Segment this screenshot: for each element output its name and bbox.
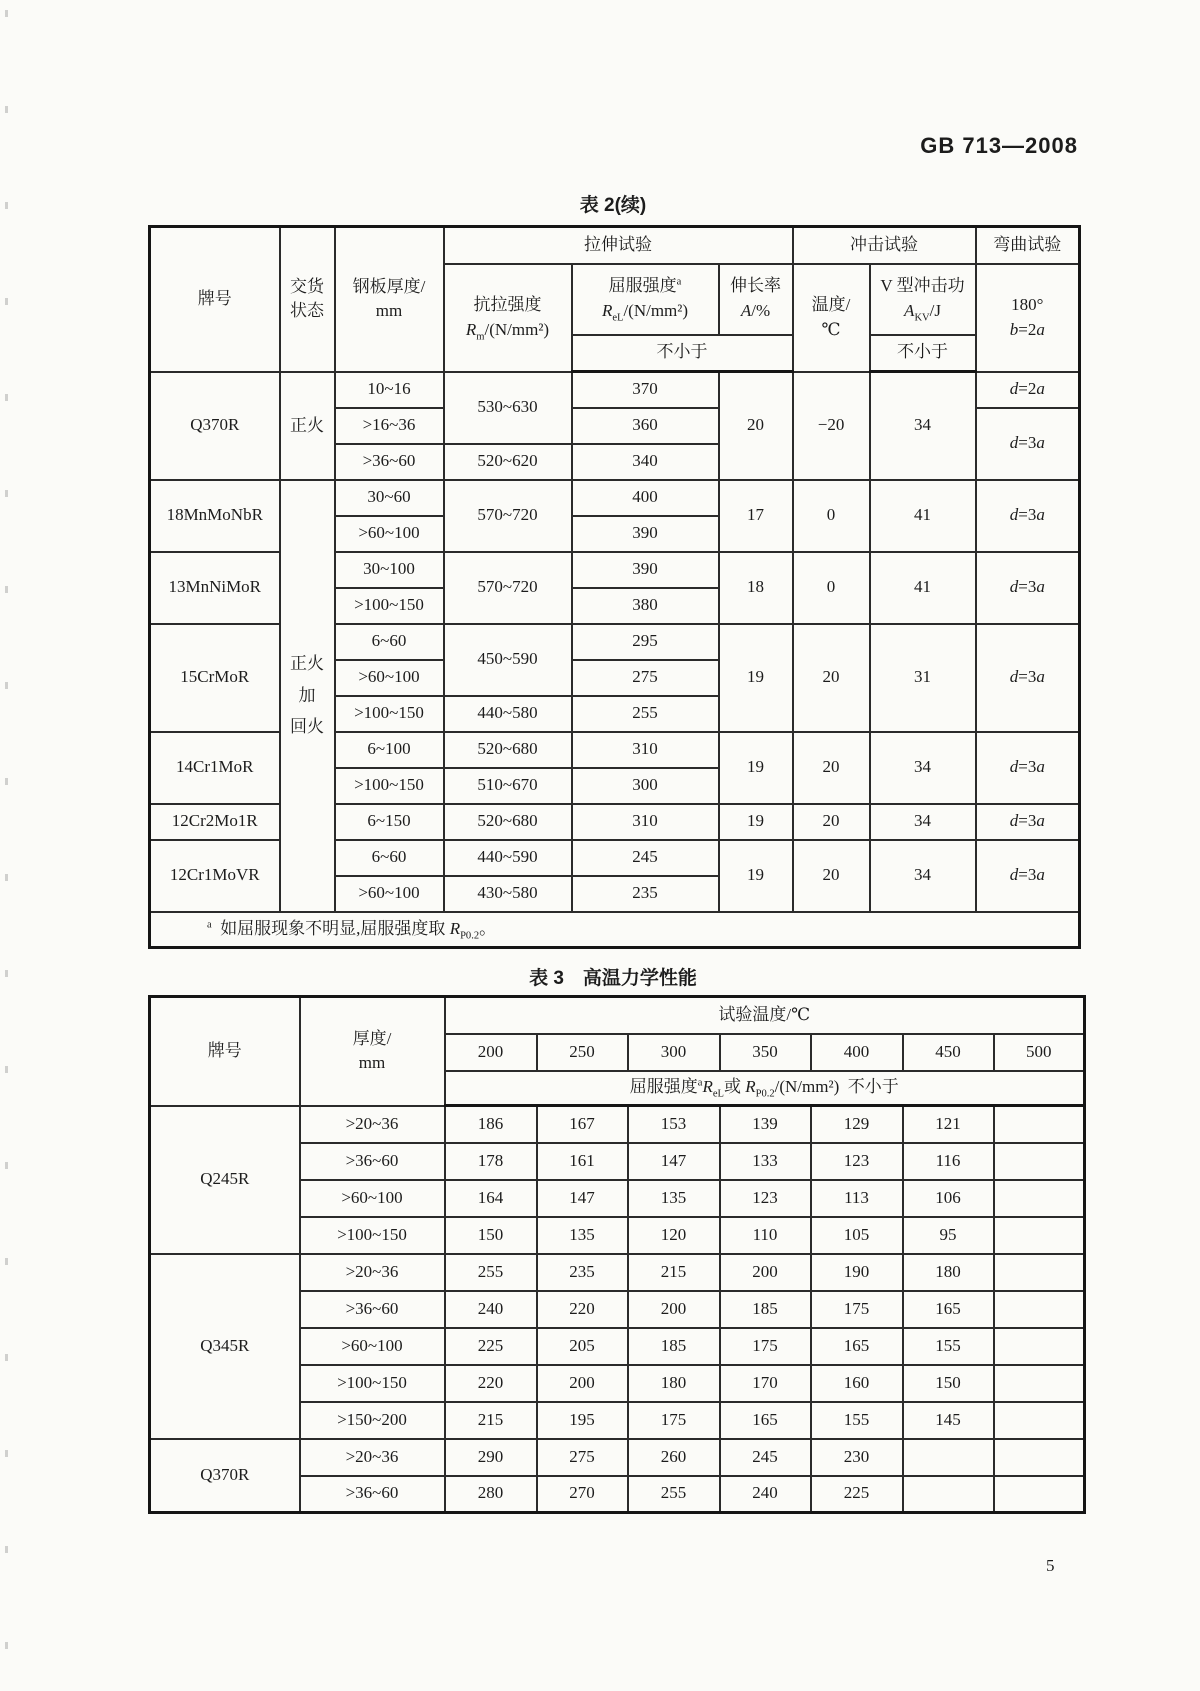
grade-cell: Q370R — [150, 372, 280, 480]
table-row — [150, 1254, 1085, 1291]
col-impact-energy: V 型冲击功 $A_{KV}/J$ — [870, 264, 976, 335]
table3-high-temp-properties — [148, 995, 1086, 1514]
cell: 185 — [628, 1328, 720, 1365]
cell: 310 — [572, 804, 719, 840]
cell: d=3a — [976, 732, 1080, 804]
cell: >100~150 — [300, 1217, 445, 1254]
table-row — [150, 227, 1080, 264]
cell: 510~670 — [444, 768, 572, 804]
cell: 165 — [903, 1291, 994, 1328]
cell: 164 — [445, 1180, 537, 1217]
cell: 255 — [572, 696, 719, 732]
cell: 155 — [811, 1402, 903, 1439]
col-grade: 牌号 — [150, 997, 300, 1106]
cell — [994, 1143, 1085, 1180]
cell: 225 — [811, 1476, 903, 1513]
cell: >60~100 — [300, 1180, 445, 1217]
col-bend-180: 180° b=2a — [976, 264, 1080, 372]
cell: d=3a — [976, 804, 1080, 840]
col-delivery-state: 交货 状态 — [280, 227, 335, 372]
cell: 41 — [870, 480, 976, 552]
cell: 6~60 — [335, 624, 444, 660]
cell: 175 — [628, 1402, 720, 1439]
cell: 147 — [537, 1180, 628, 1217]
cell: 155 — [903, 1328, 994, 1365]
cell: 195 — [537, 1402, 628, 1439]
cell: 20 — [793, 804, 870, 840]
cell: 520~680 — [444, 804, 572, 840]
cell: 250 — [537, 1034, 628, 1071]
cell: 235 — [572, 876, 719, 912]
cell: 139 — [720, 1106, 811, 1143]
cell: >100~150 — [335, 768, 444, 804]
cell — [903, 1439, 994, 1476]
cell: d=2a — [976, 372, 1080, 408]
standard-number-header: GB 713—2008 — [920, 133, 1078, 158]
cell: −20 — [793, 372, 870, 480]
cell: 19 — [719, 624, 793, 732]
col-yield-strength: 屈服强度$^a$ $R_{eL}/(N/mm^2)$ — [572, 264, 719, 335]
cell: 95 — [903, 1217, 994, 1254]
cell: 153 — [628, 1106, 720, 1143]
cell: 340 — [572, 444, 719, 480]
table-row — [150, 997, 1085, 1034]
cell: 170 — [720, 1365, 811, 1402]
cell: 230 — [811, 1439, 903, 1476]
cell: 116 — [903, 1143, 994, 1180]
cell: 106 — [903, 1180, 994, 1217]
cell — [994, 1217, 1085, 1254]
yield-strength-note: 屈服强度$^aR_{eL}$或 $R_{P0.2}/(N/mm^2)$ 不小于 — [445, 1071, 1085, 1106]
cell: 0 — [793, 480, 870, 552]
cell: 570~720 — [444, 480, 572, 552]
col-temperature: 温度/ ℃ — [793, 264, 870, 372]
cell: 295 — [572, 624, 719, 660]
cell: 129 — [811, 1106, 903, 1143]
cell: 34 — [870, 804, 976, 840]
cell — [903, 1476, 994, 1513]
cell: 18 — [719, 552, 793, 624]
cell: 41 — [870, 552, 976, 624]
cell: 205 — [537, 1328, 628, 1365]
cell — [994, 1439, 1085, 1476]
table3-body — [150, 1106, 1085, 1513]
cell: 121 — [903, 1106, 994, 1143]
cell: 440~580 — [444, 696, 572, 732]
cell: 380 — [572, 588, 719, 624]
grade-cell: Q245R — [150, 1106, 300, 1254]
cell: d=3a — [976, 552, 1080, 624]
state-cell: 正火 加 回火 — [280, 480, 335, 912]
cell: 530~630 — [444, 372, 572, 444]
cell: 20 — [793, 624, 870, 732]
cell — [994, 1180, 1085, 1217]
cell: 0 — [793, 552, 870, 624]
cell: 215 — [445, 1402, 537, 1439]
cell: 34 — [870, 732, 976, 804]
cell: >60~100 — [335, 876, 444, 912]
cell: 300 — [572, 768, 719, 804]
cell: 6~150 — [335, 804, 444, 840]
cell: 400 — [811, 1034, 903, 1071]
table-row — [150, 1439, 1085, 1476]
cell: 280 — [445, 1476, 537, 1513]
cell: >150~200 — [300, 1402, 445, 1439]
cell: 200 — [720, 1254, 811, 1291]
cell — [994, 1476, 1085, 1513]
cell: 20 — [719, 372, 793, 480]
table3-caption: 表 3 高温力学性能 — [529, 968, 697, 989]
cell — [994, 1402, 1085, 1439]
table2-header — [150, 227, 1080, 372]
cell: 175 — [811, 1291, 903, 1328]
cell: >60~100 — [335, 660, 444, 696]
cell: d=3a — [976, 408, 1080, 480]
cell: 113 — [811, 1180, 903, 1217]
cell: 240 — [445, 1291, 537, 1328]
cell: 165 — [720, 1402, 811, 1439]
cell: 390 — [572, 552, 719, 588]
cell: 450 — [903, 1034, 994, 1071]
cell: >16~36 — [335, 408, 444, 444]
cell: 20 — [793, 732, 870, 804]
cell: 520~620 — [444, 444, 572, 480]
cell: 110 — [720, 1217, 811, 1254]
footnote: $^a$ 如屈服现象不明显,屈服强度取 $R_{P0.2}$。 — [150, 912, 1080, 948]
cell: >36~60 — [335, 444, 444, 480]
cell: 30~60 — [335, 480, 444, 516]
cell: 235 — [537, 1254, 628, 1291]
grade-cell: 12Cr2Mo1R — [150, 804, 280, 840]
cell: 34 — [870, 840, 976, 912]
cell: 19 — [719, 840, 793, 912]
table-row — [150, 372, 1080, 408]
cell: 31 — [870, 624, 976, 732]
cell: 275 — [537, 1439, 628, 1476]
cell: 220 — [537, 1291, 628, 1328]
cell: 255 — [628, 1476, 720, 1513]
cell: 245 — [720, 1439, 811, 1476]
cell: 570~720 — [444, 552, 572, 624]
cell: 180 — [903, 1254, 994, 1291]
not-less-than: 不小于 — [870, 335, 976, 372]
cell: 19 — [719, 804, 793, 840]
cell: 500 — [994, 1034, 1085, 1071]
cell: 30~100 — [335, 552, 444, 588]
cell: 255 — [445, 1254, 537, 1291]
cell: 200 — [537, 1365, 628, 1402]
group-test-temperature: 试验温度/℃ — [445, 997, 1085, 1034]
grade-cell: Q370R — [150, 1439, 300, 1513]
cell — [994, 1328, 1085, 1365]
cell: >36~60 — [300, 1291, 445, 1328]
cell: >20~36 — [300, 1254, 445, 1291]
cell: 135 — [537, 1217, 628, 1254]
cell: 150 — [445, 1217, 537, 1254]
cell: 167 — [537, 1106, 628, 1143]
cell: 430~580 — [444, 876, 572, 912]
cell: 150 — [903, 1365, 994, 1402]
cell: 145 — [903, 1402, 994, 1439]
grade-cell: 14Cr1MoR — [150, 732, 280, 804]
table3-header — [150, 997, 1085, 1106]
cell: 225 — [445, 1328, 537, 1365]
cell: 10~16 — [335, 372, 444, 408]
table-row — [150, 912, 1080, 948]
cell: 390 — [572, 516, 719, 552]
cell: 290 — [445, 1439, 537, 1476]
cell: 133 — [720, 1143, 811, 1180]
cell: 440~590 — [444, 840, 572, 876]
cell: 300 — [628, 1034, 720, 1071]
cell: >20~36 — [300, 1439, 445, 1476]
page-number: 5 — [1046, 1556, 1055, 1575]
cell: 123 — [811, 1143, 903, 1180]
cell — [994, 1106, 1085, 1143]
cell: 34 — [870, 372, 976, 480]
table-row — [150, 480, 1080, 516]
col-tensile-strength: 抗拉强度 $R_m/(N/mm^2)$ — [444, 264, 572, 372]
cell: 19 — [719, 732, 793, 804]
group-tensile-test: 拉伸试验 — [444, 227, 793, 264]
cell: 180 — [628, 1365, 720, 1402]
cell: 165 — [811, 1328, 903, 1365]
cell: 178 — [445, 1143, 537, 1180]
cell: 186 — [445, 1106, 537, 1143]
grade-cell: Q345R — [150, 1254, 300, 1439]
cell: 147 — [628, 1143, 720, 1180]
cell: 220 — [445, 1365, 537, 1402]
cell: 185 — [720, 1291, 811, 1328]
state-cell: 正火 — [280, 372, 335, 480]
cell: 450~590 — [444, 624, 572, 696]
grade-cell: 12Cr1MoVR — [150, 840, 280, 912]
cell: 370 — [572, 372, 719, 408]
group-impact-test: 冲击试验 — [793, 227, 976, 264]
col-elongation: 伸长率 A/% — [719, 264, 793, 335]
cell: >100~150 — [300, 1365, 445, 1402]
cell: 400 — [572, 480, 719, 516]
cell: >36~60 — [300, 1476, 445, 1513]
cell — [994, 1365, 1085, 1402]
cell: 275 — [572, 660, 719, 696]
cell: 6~60 — [335, 840, 444, 876]
cell: >60~100 — [335, 516, 444, 552]
grade-cell: 15CrMoR — [150, 624, 280, 732]
cell: 20 — [793, 840, 870, 912]
scan-artifact-strip — [5, 10, 8, 1681]
cell: >60~100 — [300, 1328, 445, 1365]
cell: 105 — [811, 1217, 903, 1254]
cell: d=3a — [976, 840, 1080, 912]
col-plate-thickness: 钢板厚度/ mm — [335, 227, 444, 372]
cell: d=3a — [976, 480, 1080, 552]
not-less-than: 不小于 — [572, 335, 793, 372]
grade-cell: 18MnMoNbR — [150, 480, 280, 552]
cell: 200 — [628, 1291, 720, 1328]
table2-mechanical-properties — [148, 225, 1081, 949]
cell: >20~36 — [300, 1106, 445, 1143]
cell: 6~100 — [335, 732, 444, 768]
cell: 240 — [720, 1476, 811, 1513]
cell: >100~150 — [335, 696, 444, 732]
cell: 215 — [628, 1254, 720, 1291]
cell: 200 — [445, 1034, 537, 1071]
col-grade: 牌号 — [150, 227, 280, 372]
cell: 350 — [720, 1034, 811, 1071]
group-bend-test: 弯曲试验 — [976, 227, 1080, 264]
cell — [994, 1254, 1085, 1291]
cell: 245 — [572, 840, 719, 876]
cell: 260 — [628, 1439, 720, 1476]
table2-caption: 表 2(续) — [579, 195, 647, 216]
cell: 360 — [572, 408, 719, 444]
grade-cell: 13MnNiMoR — [150, 552, 280, 624]
cell: d=3a — [976, 624, 1080, 732]
table-row — [150, 1106, 1085, 1143]
cell: 123 — [720, 1180, 811, 1217]
cell: 270 — [537, 1476, 628, 1513]
col-thickness: 厚度/ mm — [300, 997, 445, 1106]
cell: 190 — [811, 1254, 903, 1291]
cell: 161 — [537, 1143, 628, 1180]
table2-body — [150, 372, 1080, 948]
cell: 310 — [572, 732, 719, 768]
cell: 135 — [628, 1180, 720, 1217]
cell: 17 — [719, 480, 793, 552]
cell — [994, 1291, 1085, 1328]
cell: 120 — [628, 1217, 720, 1254]
cell: 175 — [720, 1328, 811, 1365]
cell: >36~60 — [300, 1143, 445, 1180]
cell: >100~150 — [335, 588, 444, 624]
cell: 160 — [811, 1365, 903, 1402]
cell: 520~680 — [444, 732, 572, 768]
